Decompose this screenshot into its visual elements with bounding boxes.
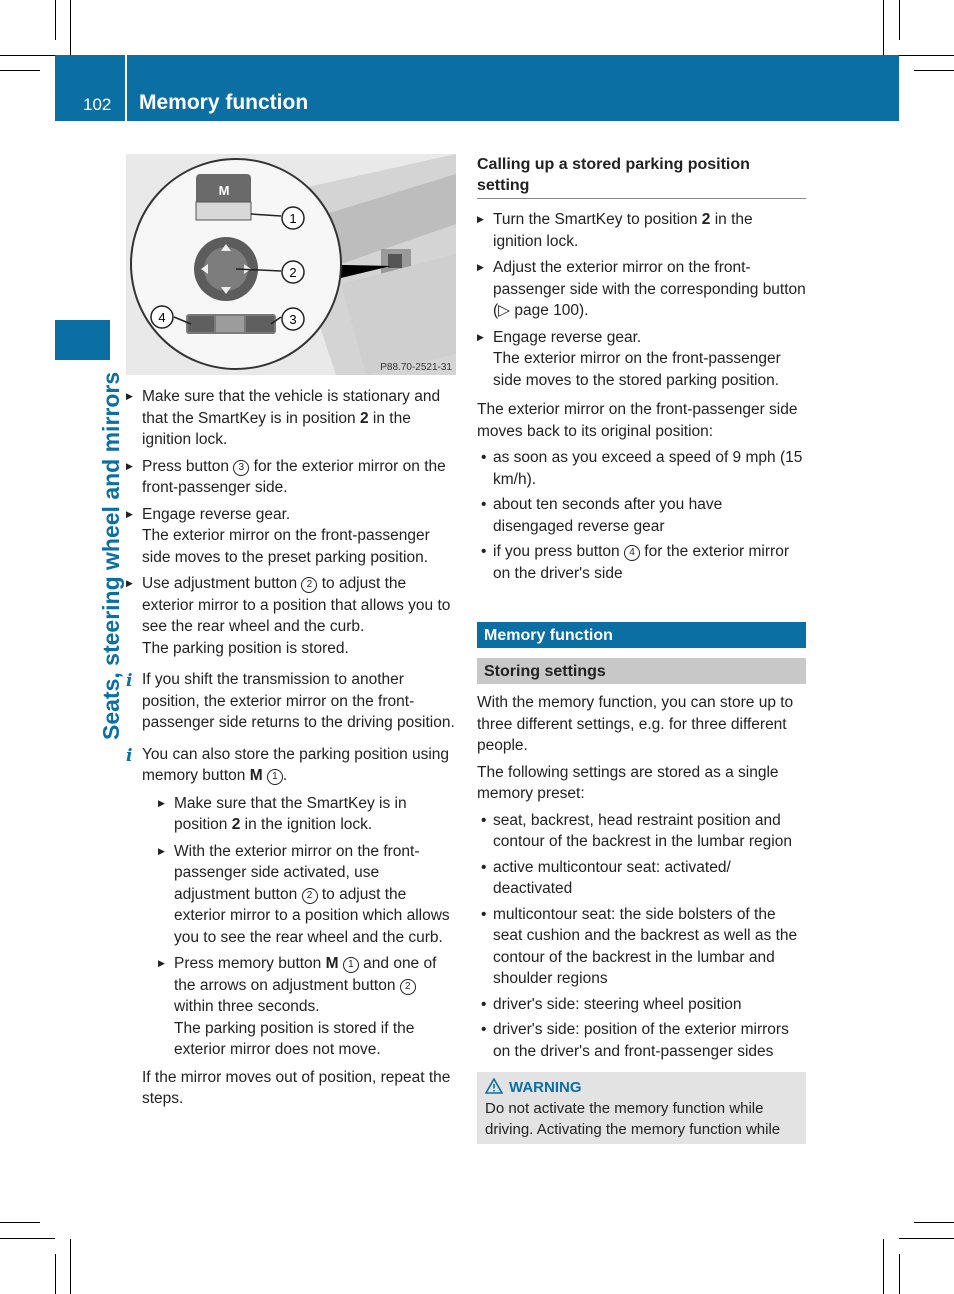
step-text: for the exterior mirror on the front-passenger side.: [142, 457, 446, 496]
page-header: [55, 55, 899, 121]
step-result: The exterior mirror on the front-passenger side moves to the stored parking position.: [493, 350, 781, 389]
crop-mark: [914, 70, 954, 71]
callout-1: 1: [289, 211, 297, 226]
warning-label: WARNING: [509, 1079, 582, 1096]
instruction-step: [477, 209, 806, 252]
list-item-text: seat, backrest, head restraint position and contour of the backrest in the lumbar region: [493, 811, 792, 850]
info-note: [126, 744, 458, 787]
info-text: You can also store the parking position using memory button: [142, 745, 450, 784]
step-text: to adjust the exterior mirror to a position which allows you to see the rear wheel and the curb.: [174, 885, 450, 946]
callout-ref: 2: [301, 577, 317, 593]
instruction-step: [477, 327, 806, 392]
step-text: Press button: [142, 457, 234, 475]
crop-mark: [0, 1238, 55, 1239]
callout-ref: 4: [624, 545, 640, 561]
crop-mark: [0, 55, 55, 56]
info-text: .: [282, 767, 288, 784]
callout-4: 4: [158, 310, 166, 325]
info-icon: i: [126, 745, 133, 766]
figure-reference: P88.70-2521-31: [380, 362, 452, 373]
list-item: [477, 1019, 806, 1062]
list-item-text: if you press button: [493, 543, 624, 560]
step-text: and one of the arrows on adjustment button: [174, 955, 437, 994]
warning-text: Do not activate the memory function while driving. Activating the memory function while: [485, 1100, 781, 1138]
info-icon: i: [126, 671, 133, 691]
list-item-text: for the exterior mirror on the driver's side: [493, 543, 789, 582]
step-text: in the ignition lock.: [142, 409, 411, 448]
crop-mark: [0, 70, 40, 71]
info-value: M: [249, 767, 263, 784]
step-value: M: [325, 955, 339, 972]
warning-triangle-icon: [485, 1078, 503, 1094]
crop-mark: [55, 0, 56, 40]
step-result: The exterior mirror on the front-passenger side moves to the preset parking position.: [142, 527, 430, 566]
list-item: [477, 447, 806, 490]
step-value: 2: [231, 816, 241, 833]
side-tab: [55, 320, 110, 360]
callout-3: 3: [289, 312, 297, 327]
callout-2: 2: [289, 265, 297, 280]
info-text: If you shift the transmission to another position, the exterior mirror on the front-passenger side returns to the driving position.: [142, 671, 455, 731]
instruction-step: [158, 793, 458, 836]
step-text: to adjust the exterior mirror to a position that allows you to see the rear wheel and the curb.: [142, 575, 451, 635]
warning-header: [485, 1077, 798, 1098]
crop-mark: [899, 55, 954, 56]
header-divider: [125, 55, 127, 121]
callout-ref: 3: [233, 460, 249, 476]
instruction-step: [158, 953, 458, 1061]
sub-steps: [126, 793, 458, 1061]
list-item-text: as soon as you exceed a speed of 9 mph (15 km/h).: [493, 449, 803, 488]
crop-mark: [883, 1239, 884, 1294]
list-item: [477, 541, 806, 584]
left-column: [126, 386, 458, 1115]
step-text: With the exterior mirror on the front-passenger side activated, use adjustment button: [174, 842, 420, 903]
instruction-step: [126, 456, 458, 499]
info-note: [126, 669, 458, 734]
step-text: within three seconds.: [174, 998, 320, 1015]
paragraph: The following settings are stored as a single memory preset:: [477, 763, 779, 802]
step-value: 2: [701, 211, 711, 228]
crop-mark: [70, 1239, 71, 1294]
step-result: The parking position is stored if the exterior mirror does not move.: [174, 1019, 415, 1058]
step-text: Make sure that the SmartKey is in position: [174, 794, 407, 833]
list-item-text: about ten seconds after you have disengaged reverse gear: [493, 496, 723, 535]
step-text: Press memory button: [174, 955, 326, 972]
paragraph: With the memory function, you can store up to three different settings, e.g. for three different people.: [477, 694, 794, 754]
callout-ref: 2: [302, 888, 318, 904]
list-item: [477, 857, 806, 900]
list-item: [477, 994, 806, 1016]
page-title: Memory function: [139, 91, 309, 114]
page-number: 102: [83, 95, 112, 114]
step-result: The parking position is stored.: [142, 639, 349, 657]
paragraph: The exterior mirror on the front-passenger side moves back to its original position:: [477, 401, 798, 440]
closing-note: If the mirror moves out of position, repeat the steps.: [142, 1068, 451, 1107]
crop-mark: [883, 0, 884, 55]
chapter-title: Seats, steering wheel and mirrors: [98, 371, 124, 740]
crop-mark: [899, 0, 900, 40]
mirror-controls-figure: [126, 154, 456, 375]
crop-mark: [899, 1254, 900, 1294]
list-item: [477, 810, 806, 853]
list-item: [477, 494, 806, 537]
section-bar-memory: Memory function: [477, 622, 806, 648]
crop-mark: [899, 1238, 954, 1239]
step-text: Adjust the exterior mirror on the front-passenger side with the corresponding button (▷ page 100).: [493, 259, 806, 319]
step-text: Turn the SmartKey to position: [493, 211, 702, 228]
crop-mark: [70, 0, 71, 55]
step-value: 2: [359, 409, 369, 427]
crop-mark: [55, 1254, 56, 1294]
step-text: in the ignition lock.: [493, 211, 753, 250]
step-text: Make sure that the vehicle is stationary and that the SmartKey is in position: [142, 388, 441, 427]
instruction-step: [477, 257, 806, 322]
section-heading: Calling up a stored parking position setting: [477, 154, 806, 199]
subsection-bar-storing: Storing settings: [477, 658, 806, 684]
right-column: [477, 154, 806, 1144]
step-text: Engage reverse gear.: [493, 328, 642, 346]
warning-box: [477, 1072, 806, 1144]
step-text: Use adjustment button: [142, 575, 302, 592]
callout-ref: 1: [343, 957, 359, 973]
list-item-text: driver's side: steering wheel position: [493, 995, 742, 1013]
crop-mark: [0, 1222, 40, 1223]
instruction-step: [126, 504, 458, 569]
crop-mark: [914, 1222, 954, 1223]
instruction-step: [158, 841, 458, 949]
memory-m-label: M: [218, 183, 230, 198]
list-item-text: active multicontour seat: activated/ deactivated: [493, 858, 731, 897]
callout-ref: 2: [400, 979, 416, 995]
step-text: Engage reverse gear.: [142, 505, 291, 523]
instruction-step: [126, 386, 458, 451]
callout-ref: 1: [267, 769, 283, 785]
list-item: [477, 904, 806, 990]
step-text: in the ignition lock.: [240, 816, 373, 833]
instruction-step: [126, 573, 458, 659]
list-item-text: multicontour seat: the side bolsters of the seat cushion and the backrest as well as the contour of the backrest in the lumbar and shoulder regions: [493, 905, 798, 987]
list-item-text: driver's side: position of the exterior mirrors on the driver's and front-passenger sides: [493, 1021, 789, 1060]
door-panel-illustration: [126, 154, 456, 375]
